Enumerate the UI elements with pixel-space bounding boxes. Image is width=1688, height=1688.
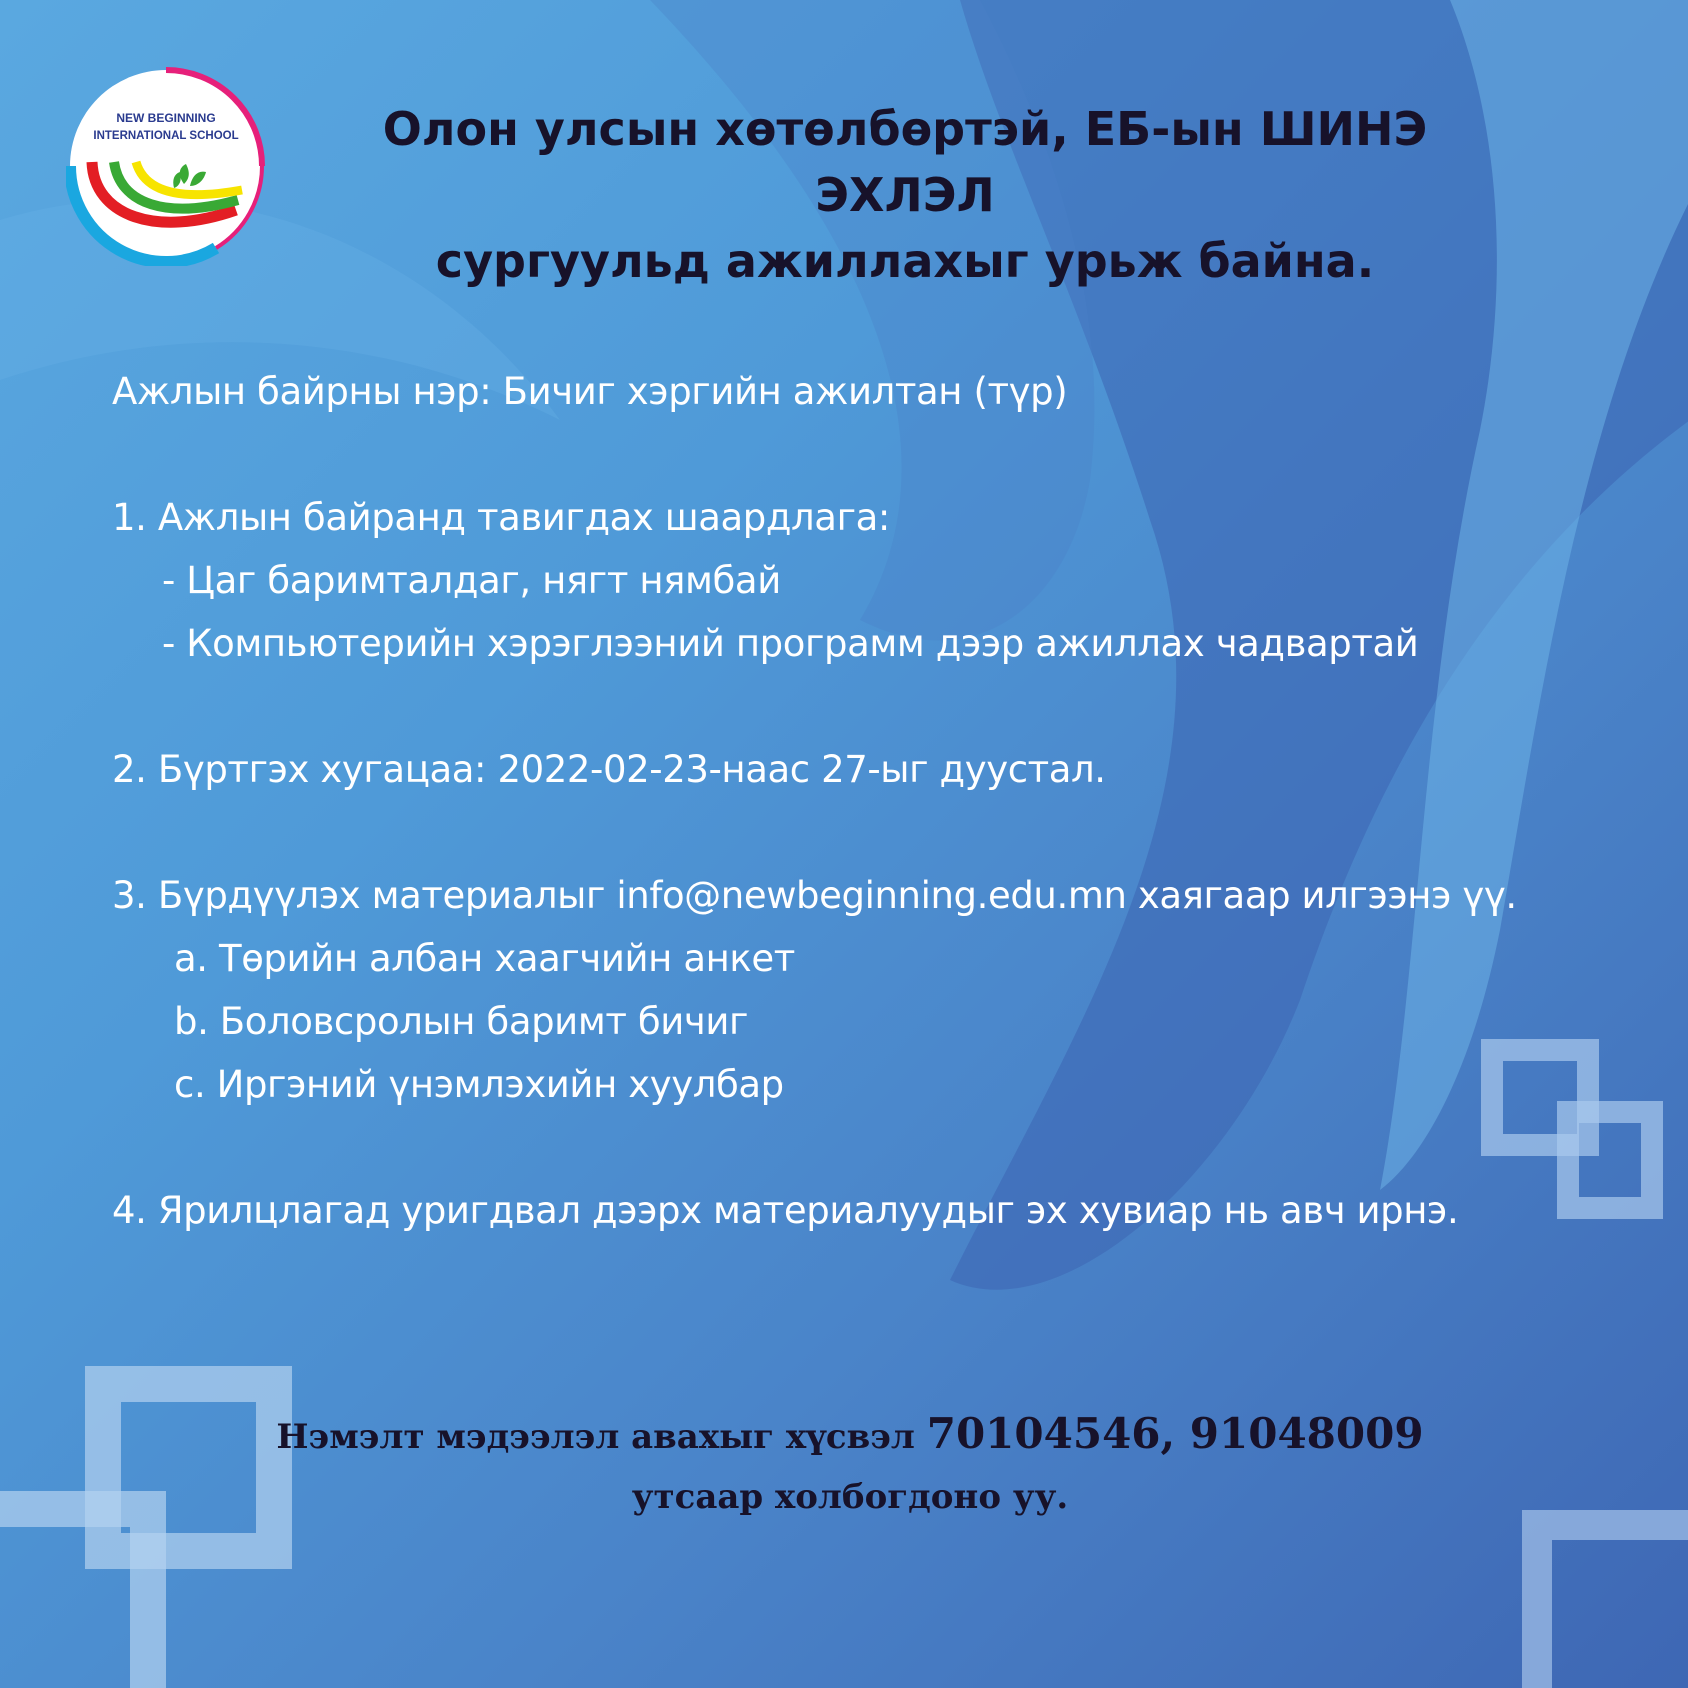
job-details [112,360,1672,1242]
phone-numbers[interactable]: 70104546, 91048009 [926,1409,1424,1458]
interview-note: 4. Ярилцлагад уригдвал дээрх материалуудыг эх хувиар нь авч ирнэ. [112,1189,1459,1232]
materials-prefix: 3. Бүрдүүлэх материалыг [112,874,617,917]
materials-instruction [112,864,1672,927]
school-logo [66,66,266,266]
contact-text: Нэмэлт мэдээлэл авахыг хүсвэл [276,1417,927,1457]
registration-period: 2. Бүртгэх хугацаа: 2022-02-23-наас 27-ыг дуустал. [112,748,1106,791]
title-line-2: сургуульд ажиллахыг урьж байна. [435,234,1375,288]
page-title [300,96,1510,294]
requirement-item: - Цаг баримталдаг, нягт нямбай [162,559,781,602]
title-line-1: Олон улсын хөтөлбөртэй, ЕБ-ын ШИНЭ ЭХЛЭЛ [382,102,1428,222]
contact-email[interactable]: info@newbeginning.edu.mn [616,874,1127,917]
logo-text-line1: NEW BEGINNING [116,111,216,125]
requirements-heading: 1. Ажлын байранд тавигдах шаардлага: [112,496,890,539]
material-item: b. Боловсролын баримт бичиг [174,1000,749,1043]
contact-line-2: утсаар холбогдоно уу. [631,1477,1069,1517]
position-name: Ажлын байрны нэр: Бичиг хэргийн ажилтан (түр) [112,370,1068,413]
materials-suffix: хаягаар илгээнэ үү. [1126,874,1517,917]
contact-footer [250,1404,1450,1527]
contact-line-1 [250,1404,1450,1467]
material-item: c. Иргэний үнэмлэхийн хуулбар [174,1063,784,1106]
logo-text-line2: INTERNATIONAL SCHOOL [93,130,239,142]
square-outline-5 [1537,1525,1688,1688]
material-item: a. Төрийн албан хаагчийн анкет [174,937,795,980]
requirement-item: - Компьютерийн хэрэглээний программ дээр ажиллах чадвартай [162,622,1419,665]
